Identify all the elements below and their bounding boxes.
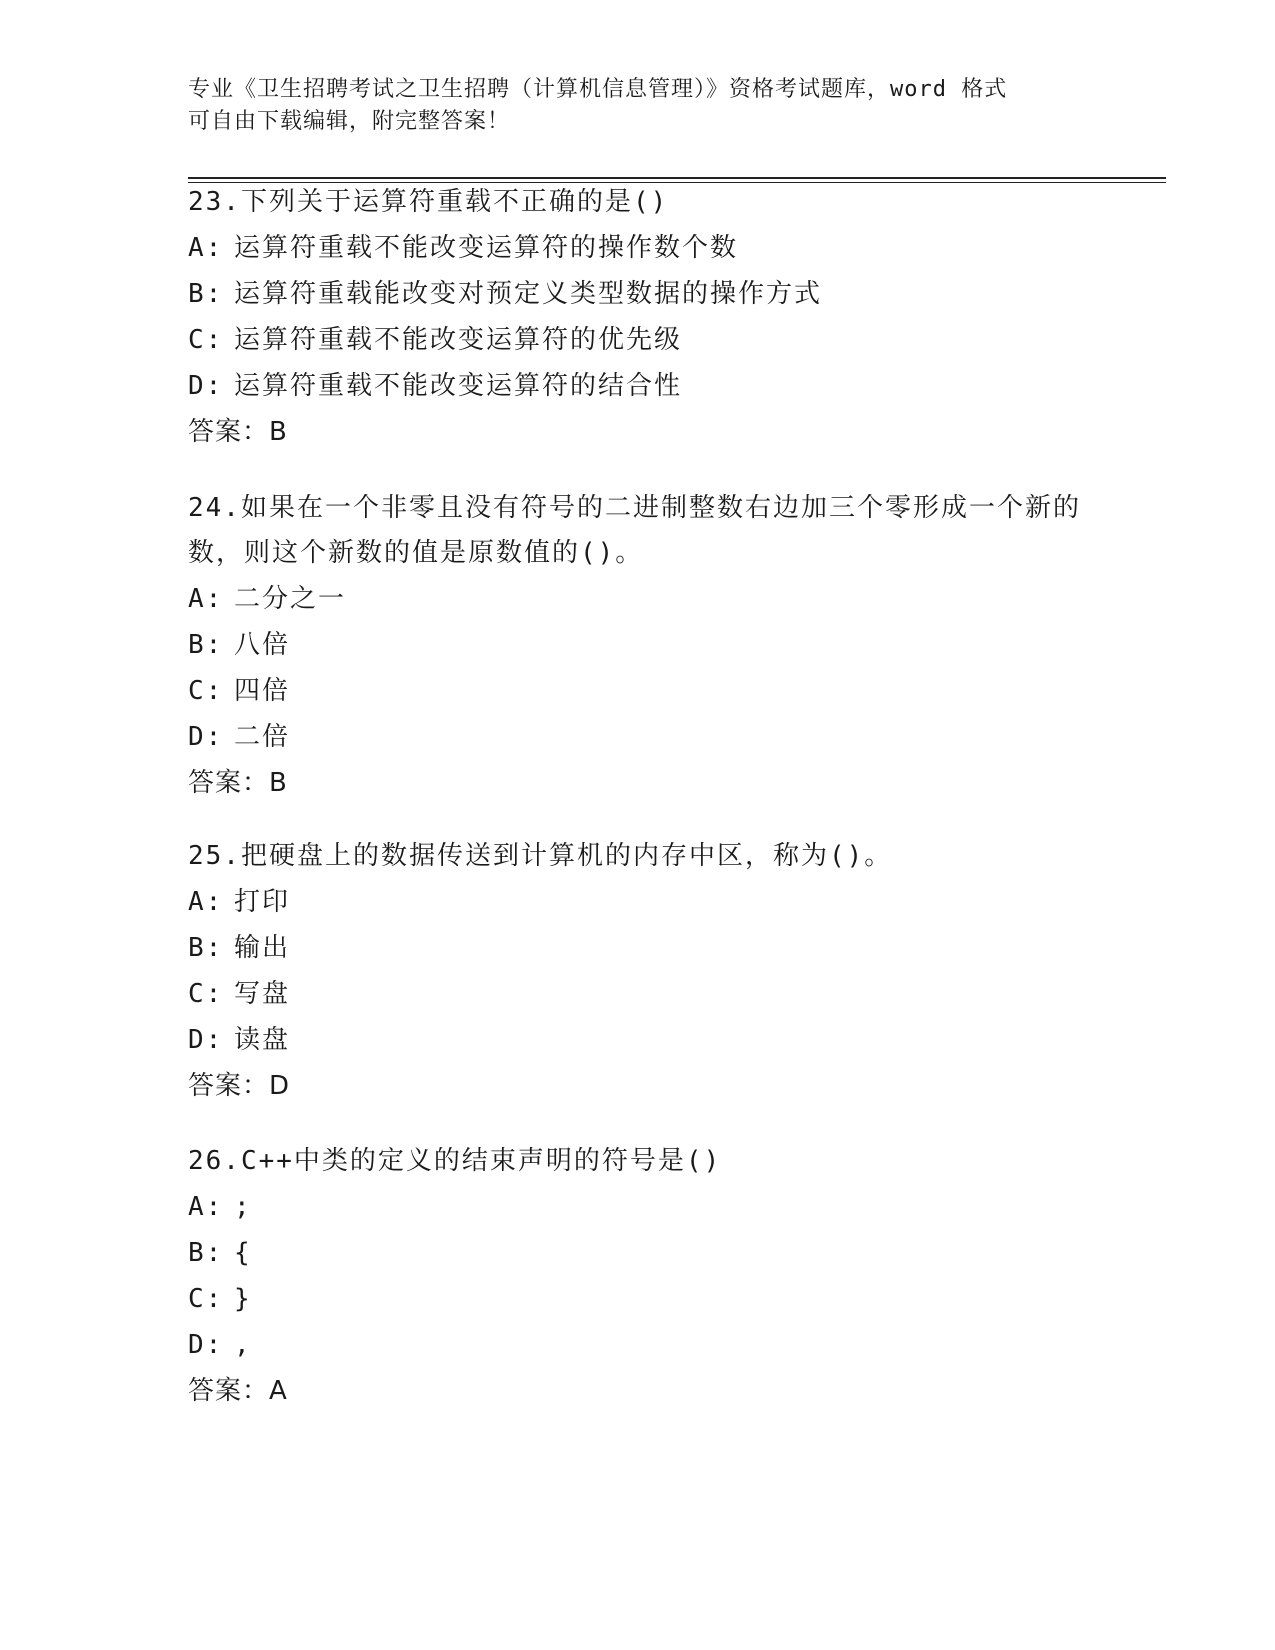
option-text: 二分之一	[234, 584, 347, 614]
option-b	[188, 271, 1088, 317]
option-text: ,	[234, 1330, 252, 1360]
question-24	[188, 486, 1088, 806]
option-b	[188, 1230, 1088, 1276]
option-a	[188, 225, 1088, 271]
option-c	[188, 1276, 1088, 1322]
option-letter: B:	[188, 933, 224, 963]
option-letter: A:	[188, 584, 224, 614]
question-stem: 23.下列关于运算符重载不正确的是()	[188, 187, 669, 217]
header-line-1: 专业《卫生招聘考试之卫生招聘（计算机信息管理）》资格考试题库，word 格式	[188, 77, 1008, 102]
option-text: 运算符重载能改变对预定义类型数据的操作方式	[234, 279, 823, 309]
option-text: 运算符重载不能改变运算符的结合性	[234, 371, 683, 401]
option-text: 二倍	[234, 722, 291, 752]
answer-line: 答案：D	[188, 1071, 291, 1101]
option-text: 写盘	[234, 979, 291, 1009]
option-letter: C:	[188, 979, 224, 1009]
option-text: {	[234, 1238, 252, 1268]
question-26	[188, 1139, 1088, 1414]
answer-line: 答案：B	[188, 768, 288, 798]
option-letter: C:	[188, 1284, 224, 1314]
option-letter: D:	[188, 1330, 224, 1360]
question-stem: 25.把硬盘上的数据传送到计算机的内存中区，称为()。	[188, 841, 893, 871]
answer-line: 答案：B	[188, 417, 288, 447]
option-text: 运算符重载不能改变运算符的优先级	[234, 325, 683, 355]
option-text: 四倍	[234, 676, 291, 706]
option-letter: A:	[188, 1192, 224, 1222]
option-letter: B:	[188, 630, 224, 660]
option-letter: C:	[188, 676, 224, 706]
document-header	[188, 74, 1088, 138]
option-letter: D:	[188, 1025, 224, 1055]
option-c	[188, 971, 1088, 1017]
option-d	[188, 714, 1088, 760]
option-text: ;	[234, 1192, 252, 1222]
option-letter: C:	[188, 325, 224, 355]
header-line-2: 可自由下载编辑，附完整答案！	[188, 109, 511, 134]
option-c	[188, 668, 1088, 714]
option-b	[188, 622, 1088, 668]
option-d	[188, 1322, 1088, 1368]
option-text: 运算符重载不能改变运算符的操作数个数	[234, 233, 739, 263]
answer-line: 答案：A	[188, 1376, 288, 1406]
option-text: 八倍	[234, 630, 291, 660]
option-letter: B:	[188, 1238, 224, 1268]
question-stem: 26.C++中类的定义的结束声明的符号是()	[188, 1146, 722, 1176]
option-letter: A:	[188, 233, 224, 263]
option-text: 读盘	[234, 1025, 291, 1055]
option-d	[188, 1017, 1088, 1063]
option-b	[188, 925, 1088, 971]
option-a	[188, 879, 1088, 925]
option-a	[188, 1184, 1088, 1230]
option-d	[188, 363, 1088, 409]
option-letter: B:	[188, 279, 224, 309]
option-text: 打印	[234, 887, 291, 917]
question-stem: 24.如果在一个非零且没有符号的二进制整数右边加三个零形成一个新的数，则这个新数的值是原数值的()。	[188, 493, 1081, 568]
question-25	[188, 834, 1088, 1109]
option-letter: A:	[188, 887, 224, 917]
option-text: 输出	[234, 933, 291, 963]
option-letter: D:	[188, 371, 224, 401]
question-23	[188, 180, 1088, 455]
option-c	[188, 317, 1088, 363]
option-letter: D:	[188, 722, 224, 752]
option-a	[188, 576, 1088, 622]
option-text: }	[234, 1284, 252, 1314]
